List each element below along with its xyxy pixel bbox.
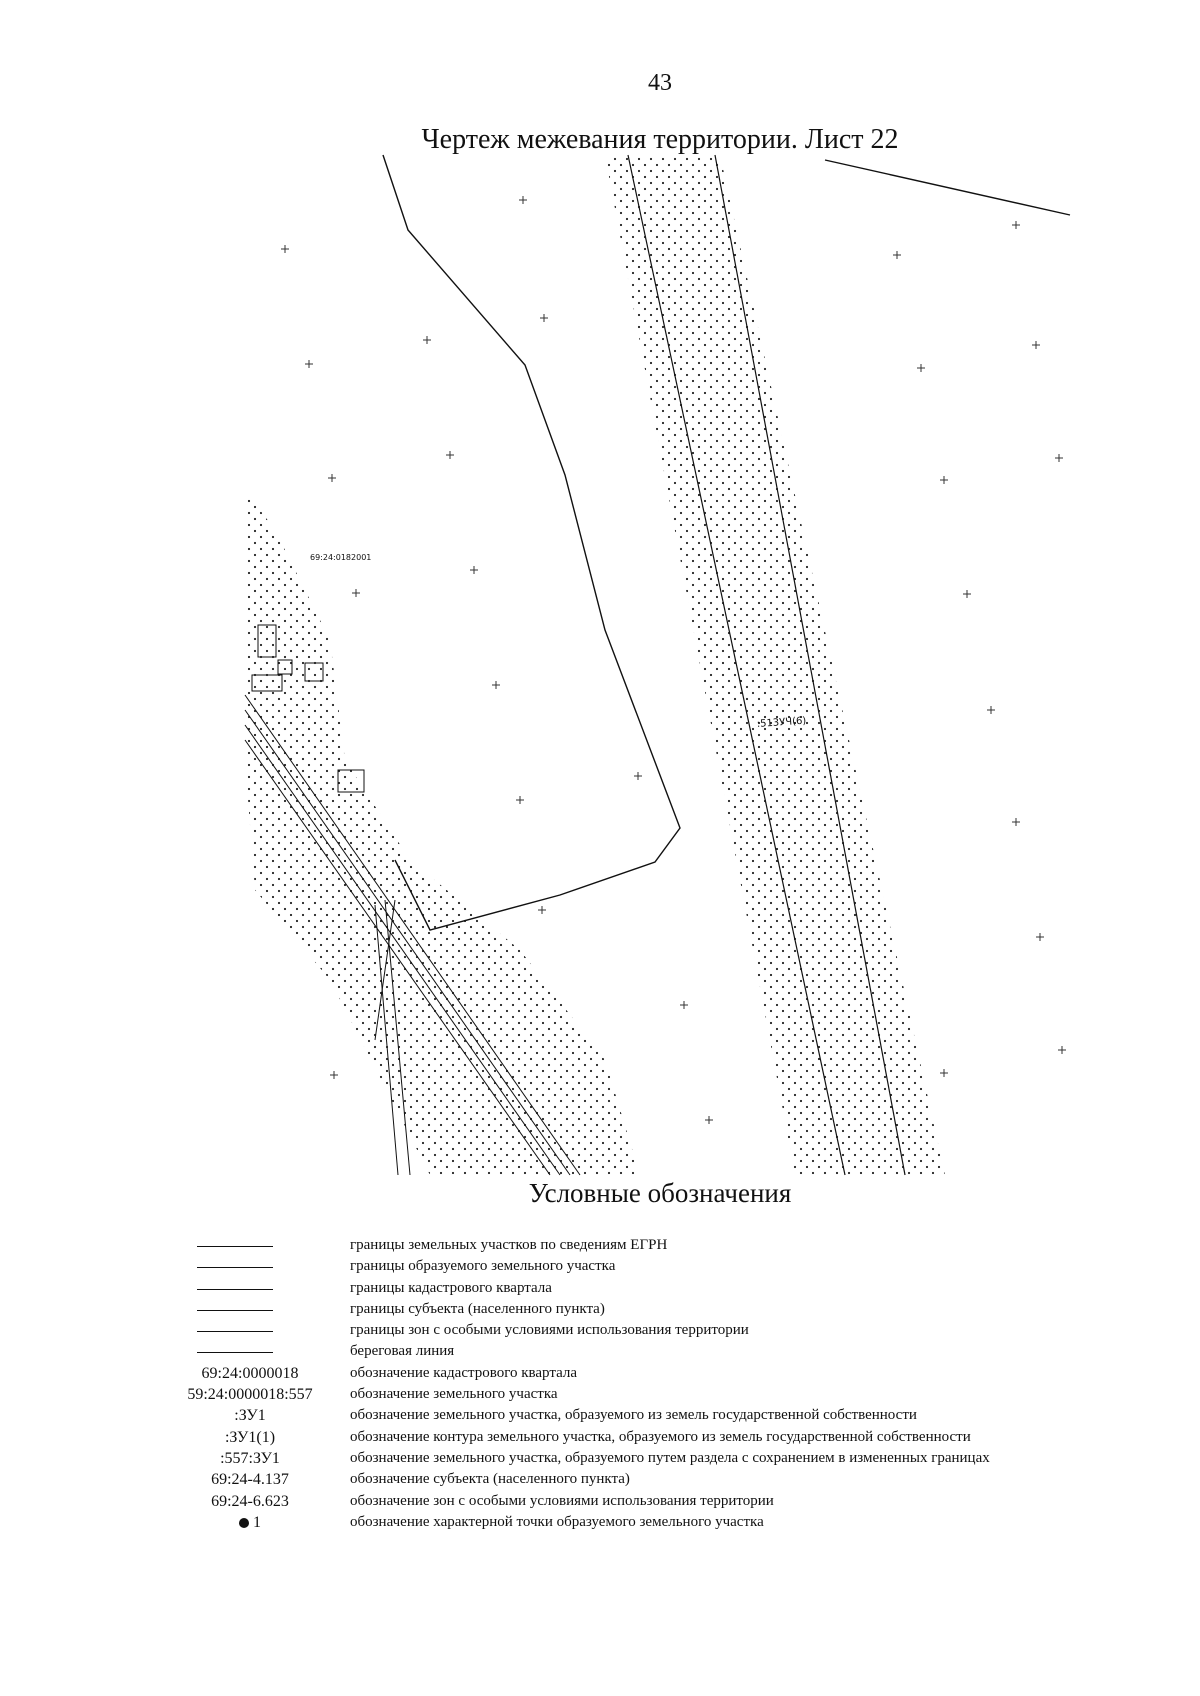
legend-row: [170, 1384, 1170, 1405]
legend-row: [170, 1299, 1170, 1320]
legend-line-icon: [197, 1310, 273, 1311]
point-dot-icon: [239, 1518, 249, 1528]
legend-description: обозначение контура земельного участка, образуемого из земель государственной собственности: [350, 1428, 971, 1445]
legend-line-icon: [197, 1267, 273, 1268]
protection-zone-band-left: [245, 490, 640, 1175]
legend-row: [170, 1512, 1170, 1533]
legend-point-symbol: [170, 1512, 330, 1533]
legend-description: обозначение субъекта (населенного пункта): [350, 1471, 630, 1488]
quarter-label: 69:24:0182001: [310, 553, 372, 562]
legend-code-symbol: :ЗУ1: [234, 1407, 266, 1425]
legend-description: границы кадастрового квартала: [350, 1279, 552, 1296]
legend-point-number: 1: [253, 1513, 261, 1531]
legend-line-icon: [197, 1352, 273, 1353]
legend-row: [170, 1278, 1170, 1299]
legend-heading: Условные обозначения: [528, 1178, 792, 1208]
legend-line-icon: [197, 1289, 273, 1290]
legend-row: [170, 1256, 1170, 1277]
legend-line-symbol: [170, 1341, 330, 1362]
legend-row: [170, 1427, 1170, 1448]
legend-code-symbol: 69:24:0000018: [201, 1364, 299, 1382]
legend: [170, 1235, 1170, 1533]
legend-code-symbol: 69:24-6.623: [211, 1492, 289, 1510]
quarter-boundary-line: [825, 160, 1070, 215]
legend-row: [170, 1341, 1170, 1362]
legend-code-symbol: :557:ЗУ1: [220, 1449, 280, 1467]
legend-row: [170, 1235, 1170, 1256]
legend-description: границы земельных участков по сведениям ЕГРН: [350, 1237, 668, 1253]
legend-line-symbol: [170, 1320, 330, 1341]
legend-row: [170, 1405, 1170, 1426]
legend-code-symbol: :ЗУ1(1): [224, 1428, 276, 1446]
legend-row: [170, 1320, 1170, 1341]
legend-description: границы субъекта (населенного пункта): [350, 1300, 605, 1317]
legend-description: обозначение кадастрового квартала: [350, 1364, 578, 1381]
legend-description: обозначение зон с особыми условиями использования территории: [350, 1492, 774, 1509]
legend-description: границы зон с особыми условиями использования территории: [350, 1322, 749, 1339]
legend-description: границы образуемого земельного участка: [350, 1258, 616, 1275]
legend-line-symbol: [170, 1299, 330, 1320]
legend-line-symbol: [170, 1235, 330, 1256]
legend-code-symbol: 59:24:0000018:557: [187, 1386, 313, 1404]
legend-description: береговая линия: [350, 1343, 455, 1360]
legend-row: [170, 1469, 1170, 1490]
legend-description: обозначение земельного участка, образуемого из земель государственной собственности: [350, 1407, 917, 1424]
legend-row: [170, 1491, 1170, 1512]
legend-code-symbol: 69:24-4.137: [211, 1471, 289, 1489]
legend-row: [170, 1448, 1170, 1469]
protection-zone-band-right: [605, 155, 945, 1175]
legend-line-symbol: [170, 1256, 330, 1277]
legend-line-icon: [197, 1246, 273, 1247]
legend-description: обозначение земельного участка: [350, 1386, 558, 1403]
legend-line-icon: [197, 1331, 273, 1332]
zone-label: :513УЧ(6): [756, 715, 807, 730]
legend-description: обозначение земельного участка, образуемого путем раздела с сохранением в измененных границах: [350, 1449, 990, 1466]
page-number: 43: [648, 70, 672, 96]
legend-description: обозначение характерной точки образуемого земельного участка: [350, 1513, 764, 1530]
legend-row: [170, 1363, 1170, 1384]
legend-line-symbol: [170, 1278, 330, 1299]
map-title: Чертеж межевания территории. Лист 22: [421, 124, 899, 155]
